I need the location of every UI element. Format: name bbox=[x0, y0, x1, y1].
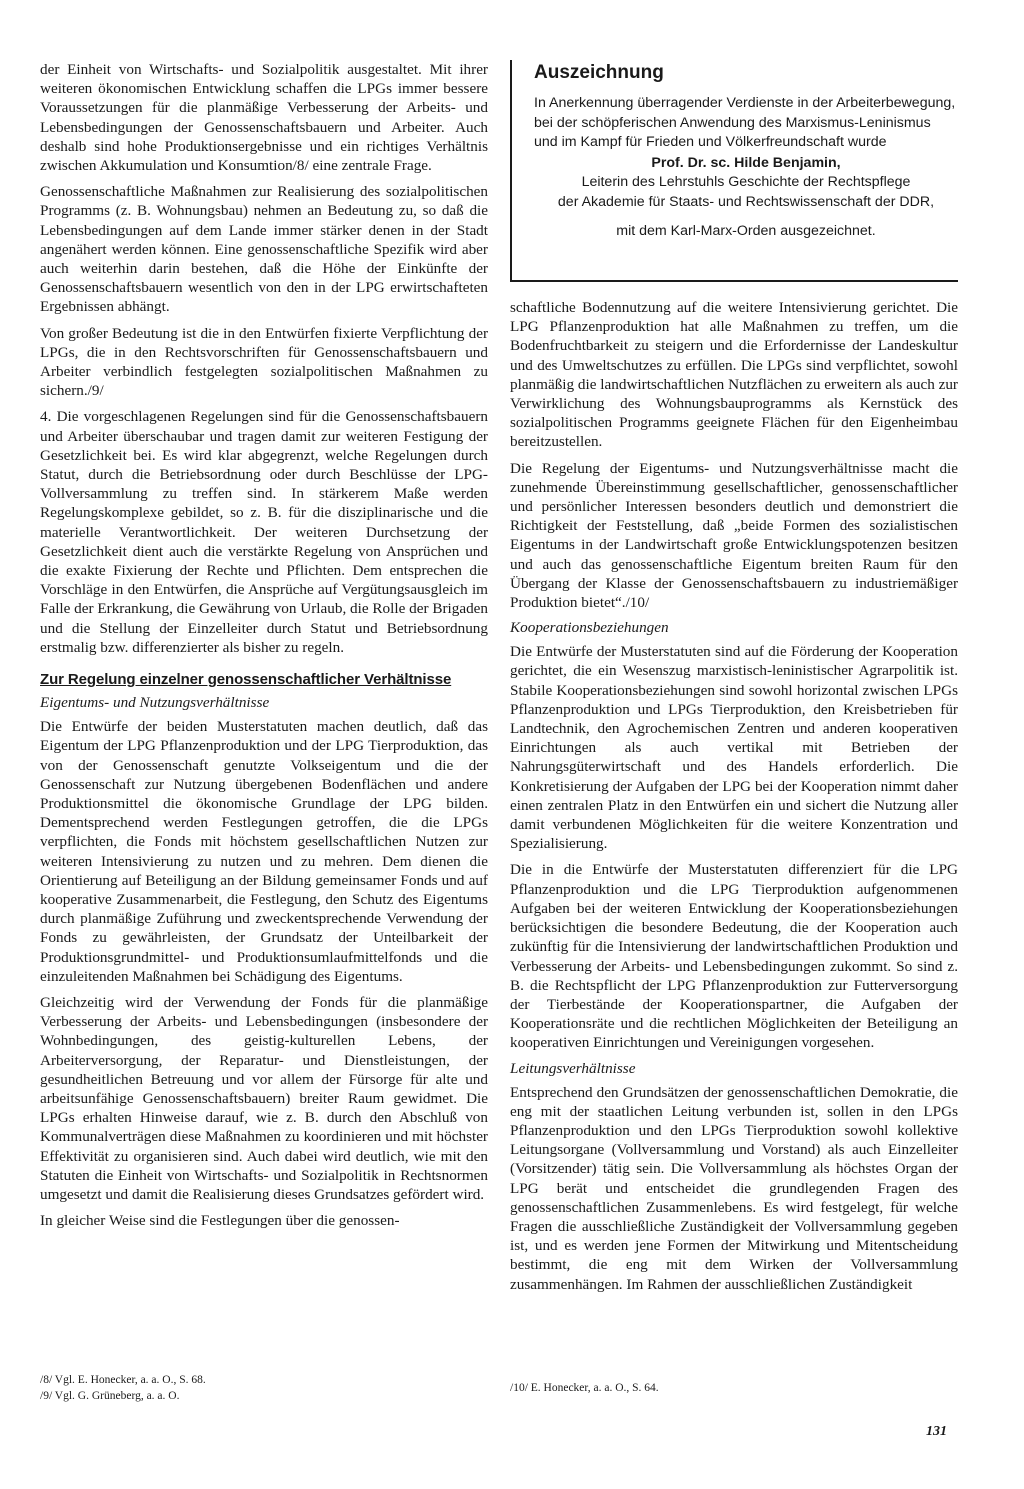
page-number: 131 bbox=[926, 1424, 947, 1439]
footnotes-right bbox=[510, 1380, 659, 1396]
paragraph: 4. Die vorgeschlagenen Regelungen sind für die Genossenschaftsbauern und Arbeiter überschaubar und tragen damit zur weiteren Festigung der Gesetzlichkeit bei. Es wird klar abgegrenzt, welche Regelungen durch Statut, durch die Betriebsordnung oder durch Beschlüsse der LPG-Vollversammlung zu treffen sind. In stärkerem Maße werden Regelungskomplexe gebildet, so z. B. für die disziplinarische und die materielle Verantwortlichkeit. Der weiteren Durchsetzung der Gesetzlichkeit dient auch die verstärkte Regelung von Ansprüchen und die exakte Fixierung der Rechte und Pflichten. Dem entsprechen die Vorschläge in den Entwürfen, die Ansprüche auf Vergütungsausgleich im Falle der Erkrankung, die Gewährung von Urlaub, die Rolle der Brigaden und die Stellung der Einzelleiter durch Statut und Betriebsordnung erstmalig bzw. differenzierter als bisher zu regeln. bbox=[40, 408, 488, 656]
subheading: Leitungsverhältnisse bbox=[510, 1059, 636, 1077]
paragraph: schaftliche Bodennutzung auf die weitere Intensivierung gerichtet. Die LPG Pflanzenproduktion hat alle Maßnahmen zu treffen, um die Bodenfruchtbarkeit zu steigern und die Erfordernisse der Landeskultur und des Umweltschutzes zu erfüllen. Die LPGs sind verpflichtet, sowohl planmäßig die landwirtschaftlichen Nutzflächen zu erweitern als auch zur Verwirklichung des Wohnungsbauprogramms als Kernstück des sozialpolitischen Programms geeignete Flächen für den Eigenheimbau bereitzustellen. bbox=[510, 299, 958, 451]
left-column bbox=[40, 60, 488, 1237]
award-title: Auszeichnung bbox=[534, 62, 664, 83]
footnotes-left bbox=[40, 1372, 206, 1404]
footnote: /10/ E. Honecker, a. a. O., S. 64. bbox=[510, 1382, 659, 1394]
footnote: /9/ Vgl. G. Grüneberg, a. a. O. bbox=[40, 1390, 180, 1402]
award-intro: In Anerkennung überragender Verdienste in der Arbeiterbewegung, bei der schöpferischen Anwendung des Marxismus-Leninismus und im Kampf für Frieden und Völkerfreundschaft wurde bbox=[534, 95, 956, 150]
award-institution: der Akademie für Staats- und Rechtswissenschaft der DDR, bbox=[557, 193, 935, 210]
award-role: Leiterin des Lehrstuhls Geschichte der Rechtspflege bbox=[581, 174, 911, 190]
footnote: /8/ Vgl. E. Honecker, a. a. O., S. 68. bbox=[40, 1374, 206, 1386]
paragraph: Die Regelung der Eigentums- und Nutzungsverhältnisse macht die zunehmende Übereinstimmung gesellschaftlicher, genossenschaftlicher und persönlicher Interessen besonders deutlich und demonstriert die Richtigkeit der Feststellung, daß „beide Formen des sozialistischen Eigentums in der Landwirtschaft große Entwicklungspotenzen besitzen und auch das genossenschaftliche Eigentum breiten Raum für den Übergang der Klasse der Genossenschaftsbauern zu industriemäßiger Produktion bietet“./10/ bbox=[510, 459, 958, 612]
paragraph: der Einheit von Wirtschafts- und Sozialpolitik ausgestaltet. Mit ihrer weiteren ökonomischen Entwicklung schaffen die LPGs immer bessere Voraussetzungen für die planmäßige Verbesserung der Arbeits- und Lebensbedingungen der Genossenschaftsbauern und Arbeiter. Auch deshalb sind hohe Produktionsergebnisse und ein richtiges Verhältnis zwischen Akkumulation und Konsumtion/8/ eine zentrale Frage. bbox=[40, 61, 488, 175]
paragraph: In gleicher Weise sind die Festlegungen über die genossen- bbox=[40, 1212, 400, 1230]
paragraph: Entsprechend den Grundsätzen der genossenschaftlichen Demokratie, die eng mit der staatlichen Leitung verbunden ist, sollen in den LPGs Pflanzenproduktion und den LPGs Tierproduktion sowohl kollektive Leitungsorgane (Vollversammlung und Vorstand) als auch Einzelleiter (Vorsitzender) tätig sein. Die Vollversammlung als höchstes Organ der LPG berät und entscheidet die grundlegenden Fragen des genossenschaftlichen Zusammenlebens. Es wird festgelegt, für welche Fragen die ausschließliche Zuständigkeit der Vollversammlung gegeben ist, und es werden jene Formen der Mitwirkung und Mitentscheidung bestimmt, die eng mit dem Wirken der Vollversammlung zusammenhängen. Im Rahmen der ausschließlichen Zuständigkeit bbox=[510, 1083, 958, 1293]
award-box bbox=[510, 60, 958, 282]
paragraph: Gleichzeitig wird der Verwendung der Fonds für die planmäßige Verbesserung der Arbeits- und Lebensbedingungen (insbesondere der Wohnbedingungen, des geistig-kulturellen Lebens, der Arbeiterversorgung, der Reparatur- und Dienstleistungen, der gesundheitlichen Betreuung und vor allem der Fürsorge für alte und arbeitsunfähige Genossenschaftsbauern) breiter Raum gewidmet. Die LPGs erhalten Hinweise darauf, wie z. B. durch den Abschluß von Kommunalverträgen diese Maßnahmen zu koordinieren und mit höchster Effektivität zu organisieren sind. Auch dabei wird deutlich, wie mit den Statuten die Einheit von Wirtschafts- und Sozialpolitik in Rechtsnormen umgesetzt und damit die Realisierung dieses Grundsatzes gefördert wird. bbox=[40, 993, 488, 1203]
paragraph: Die in die Entwürfe der Musterstatuten differenziert für die LPG Pflanzenproduktion und die LPG Tierproduktion aufgenommenen Aufgaben bei der weiteren Entwicklung der Kooperationsbeziehungen berücksichtigen die besondere Bedeutung, die der Kooperation auch zukünftig für die Intensivierung der landwirtschaftlichen Produktion und Verbesserung der Arbeits- und Lebensbedingungen zukommt. So sind z. B. die Rechtspflicht der LPG Pflanzenproduktion zur Futterversorgung der Tierbestände der Kooperationspartner, die Aufgaben der Kooperationsräte und die rechtlichen Möglichkeiten der Beteiligung an kooperativen Einrichtungen und Vereinigungen vorgesehen. bbox=[510, 861, 958, 1052]
paragraph: Von großer Bedeutung ist die in den Entwürfen fixierte Verpflichtung der LPGs, die in den Rechtsvorschriften für Genossenschaftsbauern und Arbeiter verbindlich festgelegten sozialpolitischen Maßnahmen zu sichern./9/ bbox=[40, 324, 488, 400]
award-conclusion: mit dem Karl-Marx-Orden ausgezeichnet. bbox=[616, 223, 876, 239]
subheading: Kooperationsbeziehungen bbox=[510, 619, 669, 637]
award-recipient: Prof. Dr. sc. Hilde Benjamin, bbox=[651, 154, 841, 171]
paragraph: Die Entwürfe der beiden Musterstatuten machen deutlich, daß das Eigentum der LPG Pflanzenproduktion und der LPG Tierproduktion, das von der Genossenschaft genutzte Volkseigentum und die der Genossenschaft zur Nutzung übergebenen Bodenflächen und andere Produktionsmittel die ökonomische Grundlage der LPG bilden. Dementsprechend werden Festlegungen getroffen, die die LPGs verpflichten, die Fonds mit höchstem gesellschaftlichen Nutzen zur weiteren Intensivierung zu nutzen und zu mehren. Dem dienen die Orientierung auf Beteiligung an der Bildung gemeinsamer Fonds und auf kooperative Zusammenarbeit, die Festlegung, den Schutz des Eigentums durch planmäßige Zuführung und zweckentsprechende Verwendung der Fonds zu gewährleisten, der Grundsatz der Unteilbarkeit der Produktionsgrundmittel- und Produktionsumlaufmittelfonds und die einzuleitenden Maßnahmen bei Schädigung des Eigentums. bbox=[40, 718, 488, 985]
section-heading: Zur Regelung einzelner genossenschaftlicher Verhältnisse bbox=[40, 671, 452, 689]
paragraph: Die Entwürfe der Musterstatuten sind auf die Förderung der Kooperation gerichtet, die ein Wesenszug marxistisch-leninistischer Agrarpolitik ist. Stabile Kooperationsbeziehungen sind sowohl horizontal zwischen LPGs Pflanzenproduktion und LPGs Tierproduktion, den Kreisbetrieben für Landtechnik, den Agrochemischen Zentren und anderen kooperativen Einrichtungen als auch vertikal mit Betrieben der Nahrungsgüterwirtschaft und des Handels erforderlich. Die Konkretisierung der Aufgaben der LPG bei der Kooperation nimmt daher einen zentralen Platz in den Entwürfen ein und sichert die Nutzung aller damit verbundenen Möglichkeiten für die weitere Konzentration und Spezialisierung. bbox=[510, 643, 958, 853]
subheading: Eigentums- und Nutzungsverhältnisse bbox=[40, 694, 270, 712]
paragraph: Genossenschaftliche Maßnahmen zur Realisierung des sozialpolitischen Programms (z. B. Wohnungsbau) nehmen an Bedeutung zu, so daß die Lebensbedingungen auf dem Lande immer stärker denen in der Stadt angenähert werden können. Eine genossenschaftliche Spezifik wird aber auch weiterhin darin bestehen, daß die Höhe der Einkünfte der Genossenschaftsbauern wesentlich von den in der LPG erwirtschafteten Ergebnissen abhängt. bbox=[40, 183, 488, 316]
right-column bbox=[510, 298, 958, 1301]
